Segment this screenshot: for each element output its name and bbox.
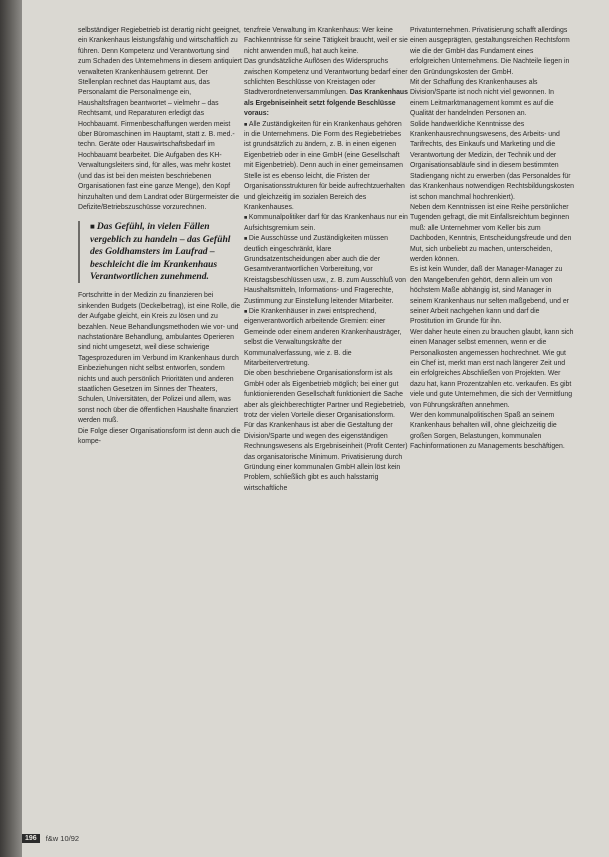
column-3 [410, 26, 574, 453]
bold-lead-in: Das Krankenhaus als Ergebniseinheit setzt folgende Beschlüsse voraus: [244, 89, 408, 118]
paragraph: Für das Krankenhaus ist aber die Gestaltung der Division/Sparte und wegen des eigenständigen Rechnungswesens als Ergebniseinheit (Profit Center) das organisatorische Minimum. Privatisierung durch Gründung einer kommunalen GmbH allein löst kein Problem, schließlich gibt es auch halsstarrig wirtschaftliche [244, 422, 408, 492]
page-number: 196 [22, 834, 40, 843]
paragraph: Neben dem Kenntnissen ist eine Reihe persönlicher Tugenden gefragt, die mit Einfallsreichtum beginnen muß: alle Unternehmer vom Keller bis zum Dachboden, Kenntnis, Entscheidungsfreude und den Mut, sich unbeliebt zu machen, unterscheiden, werden können. [410, 203, 572, 263]
issue-label: f&w 10/92 [45, 834, 80, 843]
paragraph [244, 57, 408, 119]
paragraph: Mit der Schaffung des Krankenhauses als Division/Sparte ist noch nicht viel gewonnen. In einem Leitmarktmanagement kommt es auf die Qualität der handelnden Personen an. [410, 79, 555, 118]
bullet-item: ■ Kommunalpolitiker darf für das Krankenhaus nur ein Aufsichtsgremium sein. [244, 213, 408, 234]
bullet-item: ■ Die Ausschüsse und Zuständigkeiten müssen deutlich eingeschränkt, klare Grundsatzentscheidungen aber auch die der Gesamtverantwortlichen Vorbereitung, vor Kreistagsbeschlüssen usw., z. B. zum Ausschluß von Haushaltsmitteln, Informations- und Fragerechte, Zustimmung zur Einstellung leitender Mitarbeiter. [244, 234, 408, 307]
bullet-item: ■ Die Krankenhäuser in zwei entsprechend, eigenverantwortlich arbeitende Gremien: einer Gemeinde oder einem anderen Krankenhausträger, selbst die Verwaltungskräfte der Kommunalverfassung, wie z. B. die Mitarbeitervertretung. [244, 307, 408, 369]
paragraph: Die Folge dieser Organisationsform ist denn auch die kompe- [78, 427, 241, 446]
paragraph: Die oben beschriebene Organisationsform ist als GmbH oder als Eigenbetrieb möglich; bei einer gut funktionierenden Gesellschaft funktioniert die Sache aber als gleichberechtigter Partner und Regiebetrieb, trotz der vielen Vorteile dieser Organisationsform. [244, 370, 406, 420]
paragraph: Wer den kommunalpolitischen Spaß an seinem Krankenhaus behalten will, ohne gleichzeitig die großen Sorgen, Belastungen, kommunalen Fachinformationen zu Managements beschäftigen. [410, 412, 565, 451]
bullet-item: ■ Alle Zuständigkeiten für ein Krankenhaus gehören in die Unternehmens. Die Form des Regiebetriebes ist grundsätzlich zu ändern, z. B. in einen eigenen Eigenbetrieb oder in eine GmbH (eine Gesellschaft mit Eigenbetrieb). Denn auch in einer gemeinsamen Stelle ist es ebenso leicht, die Fristen der Organisationsstrukturen für beide aufrechtzuerhalten und gleichzeitig im sozialen Bereich des Krankenhauses. [244, 120, 408, 214]
column-2 [244, 26, 408, 494]
paragraph: selbständiger Regiebetrieb ist derartig nicht geeignet, ein Krankenhaus leistungsfähig und wirtschaftlich zu führen. Denn Kompetenz und Verantwortung sind zum Schaden des Unternehmens in diesem antiquiert verwalteten Krankenhäusern getrennt. Der Stellenplan rechnet das Hauptamt aus, das Personalamt die Personalmenge ein, Haushaltsfragen beantwortet – vielmehr – das Rechtsamt, und Reparaturen erledigt das Hochbauamt. Firmenbeschaffungen werden meist über Büromaschinen im Hauptamt, statt z. B. med.-techn. Geräte oder Hauswirtschaftsbedarf im Hochbauamt bearbeitet. Die Aufgaben des KH-Verwaltungsleiters sind, für alles, was mehr kostet (und das ist bei den meisten beschriebenen Organisationen fast eine ganze Menge), den Kopf hinzuhalten und dem Landrat oder Bürgermeister die Defizite/Betriebszuschüsse vorzurechnen. [78, 27, 242, 211]
paragraph: Privatunternehmen. Privatisierung schafft allerdings einen ausgeprägten, gestaltungsreichen Rechtsform wie die der GmbH das Fundament eines erfolgreichen Unternehmens. Die Nachteile liegen in den Gründungskosten der GmbH. [410, 27, 570, 76]
pull-quote [78, 221, 242, 283]
pull-quote-text: Das Gefühl, in vielen Fällen vergeblich zu handeln – das Gefühl des Goldhamsters im Laufrad – beschleicht die im Krankenhaus Verantwortlichen zunehmend. [90, 221, 231, 282]
column-1 [78, 26, 242, 447]
paragraph: Solide handwerkliche Kenntnisse des Krankenhausrechnungswesens, des Arbeits- und Tarifrechts, des Einkaufs und Marketing und die Verantwortung der Medizin, der Technik und der Organisationsabläufe sind in diesem bestimmten Stadiengang nicht zu erwerben (das Personaldes für das Krankenhaus notwendigen Rechtsbildungskosten ist schon manchmal hochrenkiert). [410, 120, 574, 201]
paragraph: Wer daher heute einen zu brauchen glaubt, kann sich einen Manager selbst ernennen, wenn er die Personalkosten angemessen hochrechnet. Wie gut ein Chef ist, merkt man erst nach längerer Zeit und ein erfolgreiches Abschließen von Projekten. Wer dazu hat, kann Prozentzahlen etc. verkaufen. Es gibt viele und gute Unternehmen, die sich der Vermittlung von Führungskräften annehmen. [410, 328, 574, 409]
paragraph: Es ist kein Wunder, daß der Manager-Manager zu den Mangelberufen gehört, denn allein um von höchstem Maße abhängig ist, sind Manager in seinem Krankenhaus nur selten maßgebend, und er seiner Arbeit nachgehen kann und darf die Prostitution im Grunde für ihn. [410, 266, 569, 326]
pull-quote-marker-icon: ■ [90, 222, 97, 232]
book-spine [0, 0, 22, 857]
paragraph-text: Das grundsätzliche Auflösen des Widerspruchs zwischen Kompetenz und Verantwortung bedarf einer schlichten Beschlüsse von Kreistagen oder Stadtverordnetenversammlungen. [244, 58, 408, 97]
magazine-page [22, 0, 609, 857]
paragraph: tenzfreie Verwaltung im Krankenhaus: Wer keine Fachkenntnisse für seine Tätigkeit braucht, weil er sie nicht anwenden muß, hat auch keine. [244, 27, 408, 55]
page-footer [22, 834, 79, 843]
paragraph: Fortschritte in der Medizin zu finanzieren bei sinkenden Budgets (Deckelbetrag), ist eine Rolle, die der Aufgabe gleicht, ein Kreis zu lösen und zu bezahlen. Neue Behandlungsmethoden wie vor- und nachstationäre Behandlung, ambulantes Operieren sind nicht umgesetzt, weil diese schwierige Tagesprozeduren im Verbund im Krankenhaus durch Einbeziehungen nicht selbst entworfen, sondern nichts und auch persönlich Prioritäten und anderen staatlichen Gesetzen im Sinnes der Theaters, Schulen, Universitäten, der Polizei und allem, was sonst noch über die öffentlichen Haushalte finanziert werden muß. [78, 292, 241, 425]
